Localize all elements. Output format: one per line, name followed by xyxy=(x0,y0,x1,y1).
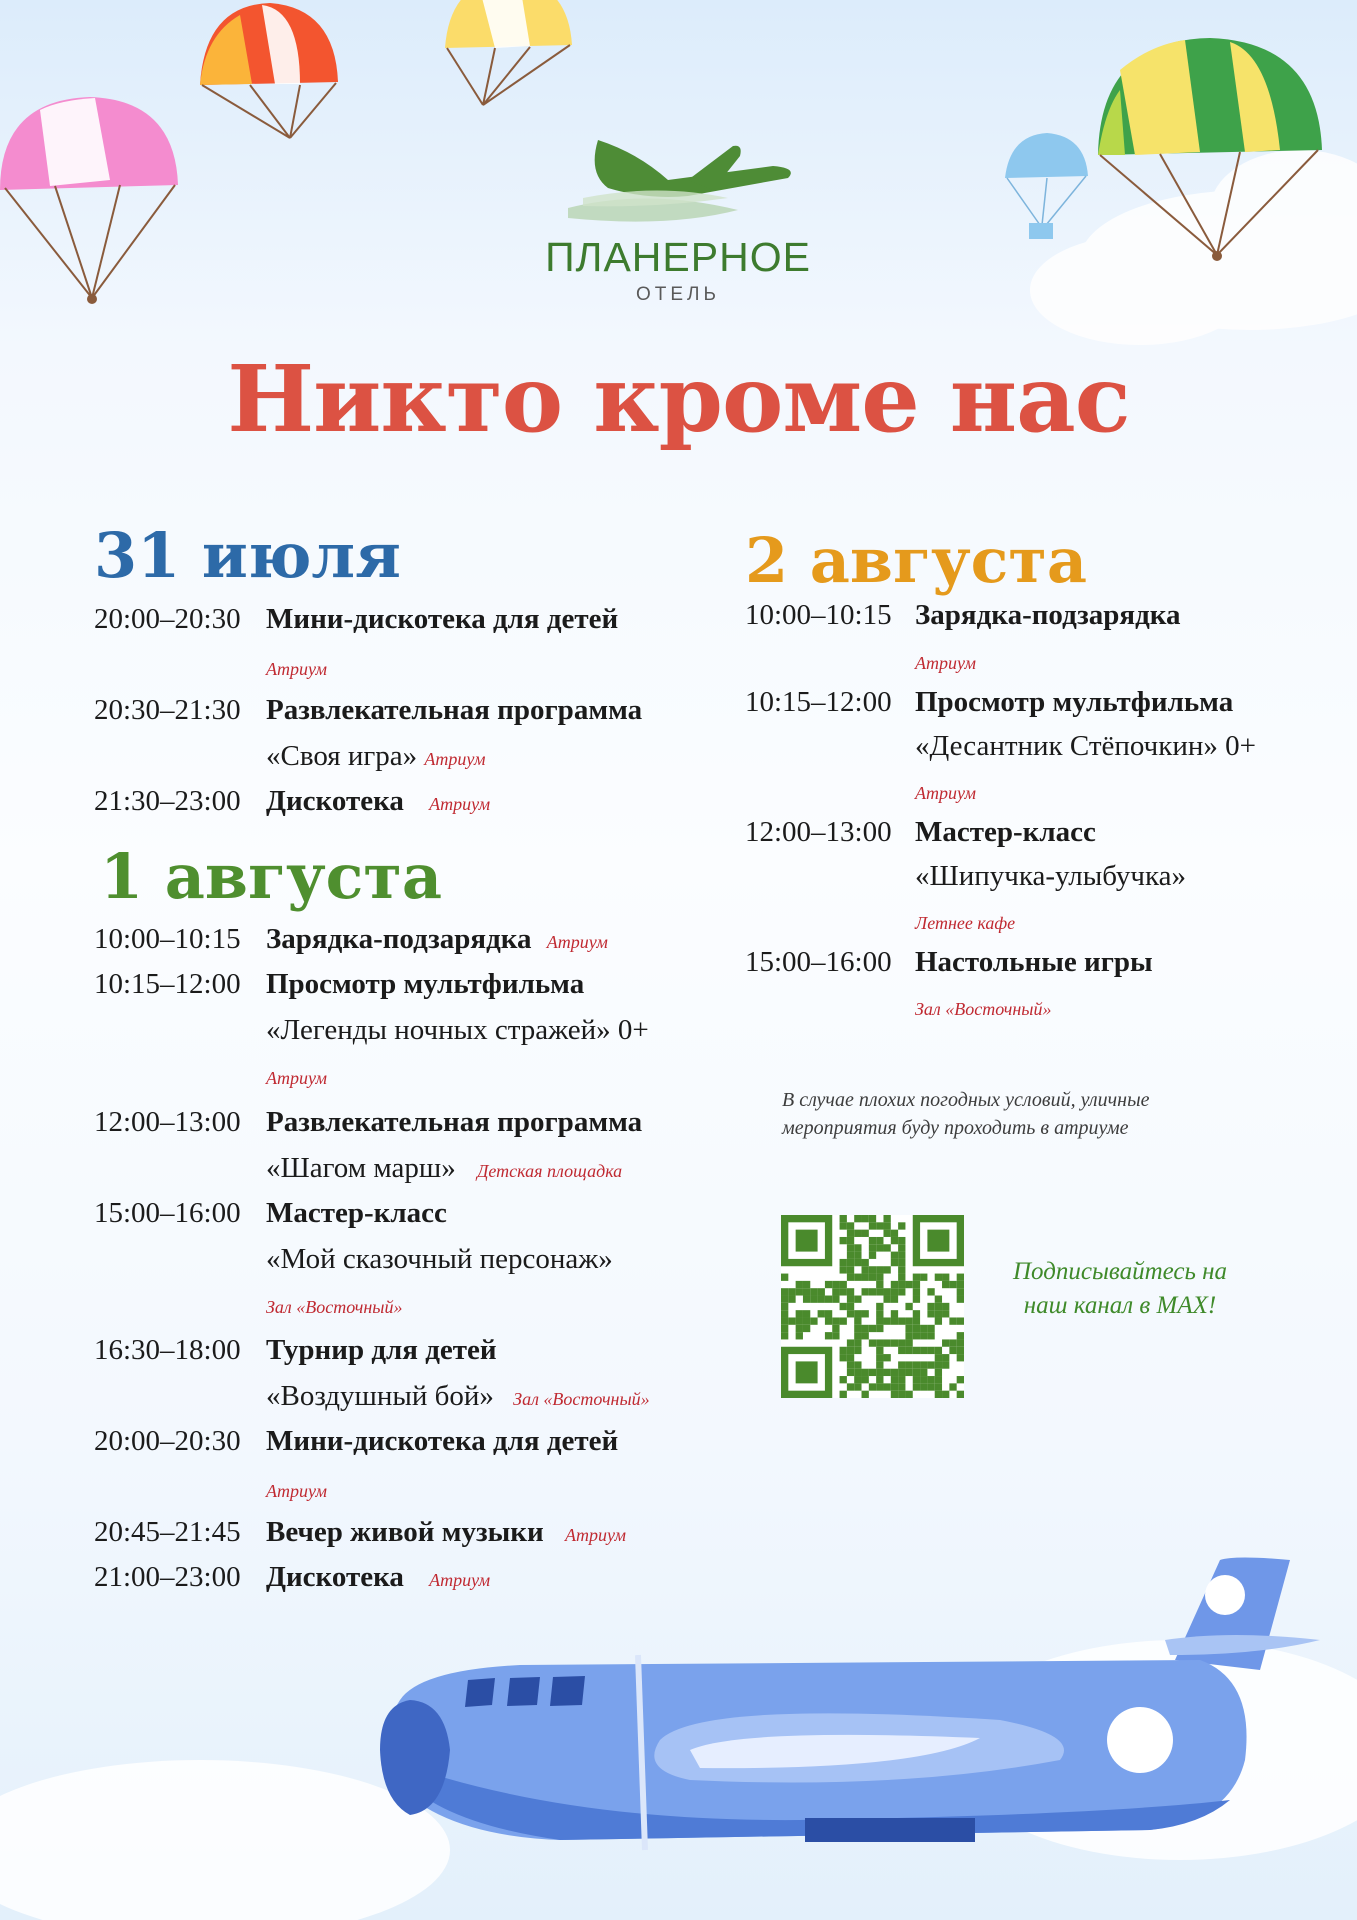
day-heading: 2 августа xyxy=(745,524,1087,597)
event-time: 15:00–16:00 xyxy=(94,1197,241,1229)
event-time: 12:00–13:00 xyxy=(94,1106,241,1138)
event-time: 20:00–20:30 xyxy=(94,1425,241,1457)
event-subtitle: «Шагом марш» xyxy=(266,1152,456,1184)
event-item xyxy=(94,917,608,965)
event-item xyxy=(94,688,642,733)
event-item xyxy=(94,1100,642,1145)
airplane-illustration xyxy=(380,1558,1320,1851)
event-location: Атриум xyxy=(564,1525,627,1545)
event-location: Атриум xyxy=(266,1481,328,1501)
event-time: 10:00–10:15 xyxy=(94,923,241,955)
event-subtitle: «Мой сказочный персонаж» xyxy=(266,1243,613,1275)
event-subtitle: «Легенды ночных стражей» 0+ xyxy=(266,1014,649,1046)
event-item xyxy=(745,810,1096,855)
logo-subtitle: ОТЕЛЬ xyxy=(636,284,720,305)
event-item xyxy=(94,1191,447,1236)
event-item xyxy=(745,593,1181,638)
event-time: 10:15–12:00 xyxy=(745,686,892,718)
event-subtitle-line xyxy=(266,1146,622,1194)
event-subtitle: «Воздушный бой» xyxy=(266,1380,494,1412)
event-item xyxy=(94,1555,490,1603)
hotel-logo xyxy=(528,118,828,318)
day-section-1-august xyxy=(100,840,442,913)
event-item xyxy=(745,940,1153,985)
plane-logo-icon xyxy=(528,118,828,228)
event-title: Дискотека xyxy=(266,1561,404,1593)
event-title: Зарядка-подзарядка xyxy=(266,923,532,955)
event-title: Мастер-класс xyxy=(266,1197,447,1229)
parachute-icon xyxy=(200,3,338,138)
event-subtitle: «Десантник Стёпочкин» 0+ xyxy=(915,730,1256,762)
event-time: 20:45–21:45 xyxy=(94,1516,241,1548)
event-title: Развлекательная программа xyxy=(266,1106,643,1138)
event-title: Дискотека xyxy=(266,785,404,817)
event-title: Просмотр мультфильма xyxy=(915,686,1234,718)
event-title: Мастер-класс xyxy=(915,816,1096,848)
parachute-icon xyxy=(445,0,572,105)
event-time: 10:00–10:15 xyxy=(745,599,892,631)
event-title: Турнир для детей xyxy=(266,1334,497,1366)
event-title: Мини-дискотека для детей xyxy=(266,1425,619,1457)
day-heading: 1 августа xyxy=(100,840,442,913)
day-section-2-august xyxy=(745,524,1087,597)
day-section-31-july xyxy=(94,519,401,592)
event-location: Атриум xyxy=(429,1570,491,1590)
logo-name: ПЛАНЕРНОЕ xyxy=(545,234,811,280)
event-location: Зал «Восточный» xyxy=(513,1389,650,1409)
event-time: 12:00–13:00 xyxy=(745,816,892,848)
event-item xyxy=(94,962,584,1007)
event-subtitle: «Шипучка-улыбучка» xyxy=(915,860,1186,892)
event-title: Развлекательная программа xyxy=(266,694,643,726)
event-time: 16:30–18:00 xyxy=(94,1334,241,1366)
event-location: Атриум xyxy=(915,783,977,803)
event-item xyxy=(94,1419,618,1464)
event-location: Атриум xyxy=(546,932,608,952)
event-subtitle: «Своя игра» xyxy=(266,740,418,772)
day-heading: 31 июля xyxy=(94,519,401,592)
event-location: Атриум xyxy=(266,1068,328,1088)
event-location: Атриум xyxy=(429,794,491,814)
qr-code[interactable] xyxy=(781,1215,964,1398)
event-time: 20:00–20:30 xyxy=(94,603,241,635)
event-location: Детская площадка xyxy=(476,1161,623,1181)
event-time: 15:00–16:00 xyxy=(745,946,892,978)
event-item xyxy=(94,597,618,642)
event-title: Настольные игры xyxy=(915,946,1153,978)
event-subtitle-line xyxy=(266,1374,650,1422)
weather-note: В случае плохих погодных условий, уличные мероприятия буду проходить в атриуме xyxy=(782,1089,1150,1139)
event-item xyxy=(94,1328,497,1373)
event-location: Атриум xyxy=(266,659,328,679)
page-title: Никто кроме нас xyxy=(227,345,1130,453)
event-time: 21:30–23:00 xyxy=(94,785,241,817)
event-time: 21:00–23:00 xyxy=(94,1561,241,1593)
event-time: 10:15–12:00 xyxy=(94,968,241,1000)
event-title: Просмотр мультфильма xyxy=(266,968,585,1000)
event-title: Зарядка-подзарядка xyxy=(915,599,1181,631)
event-location: Зал «Восточный» xyxy=(915,999,1052,1019)
parachute-icon xyxy=(0,97,178,304)
event-subtitle-line xyxy=(266,734,485,782)
parachute-icon xyxy=(1005,133,1088,239)
event-title: Мини-дискотека для детей xyxy=(266,603,619,635)
event-location: Летнее кафе xyxy=(915,913,1016,933)
event-item xyxy=(745,680,1233,725)
event-title: Вечер живой музыки xyxy=(266,1516,544,1548)
event-item xyxy=(94,1510,626,1558)
subscribe-text: Подписывайтесь на наш канал в MAX! xyxy=(1012,1258,1228,1319)
event-location: Зал «Восточный» xyxy=(266,1297,403,1317)
event-time: 20:30–21:30 xyxy=(94,694,241,726)
event-location: Атриум xyxy=(424,749,486,769)
event-location: Атриум xyxy=(915,653,977,673)
event-item xyxy=(94,779,490,827)
